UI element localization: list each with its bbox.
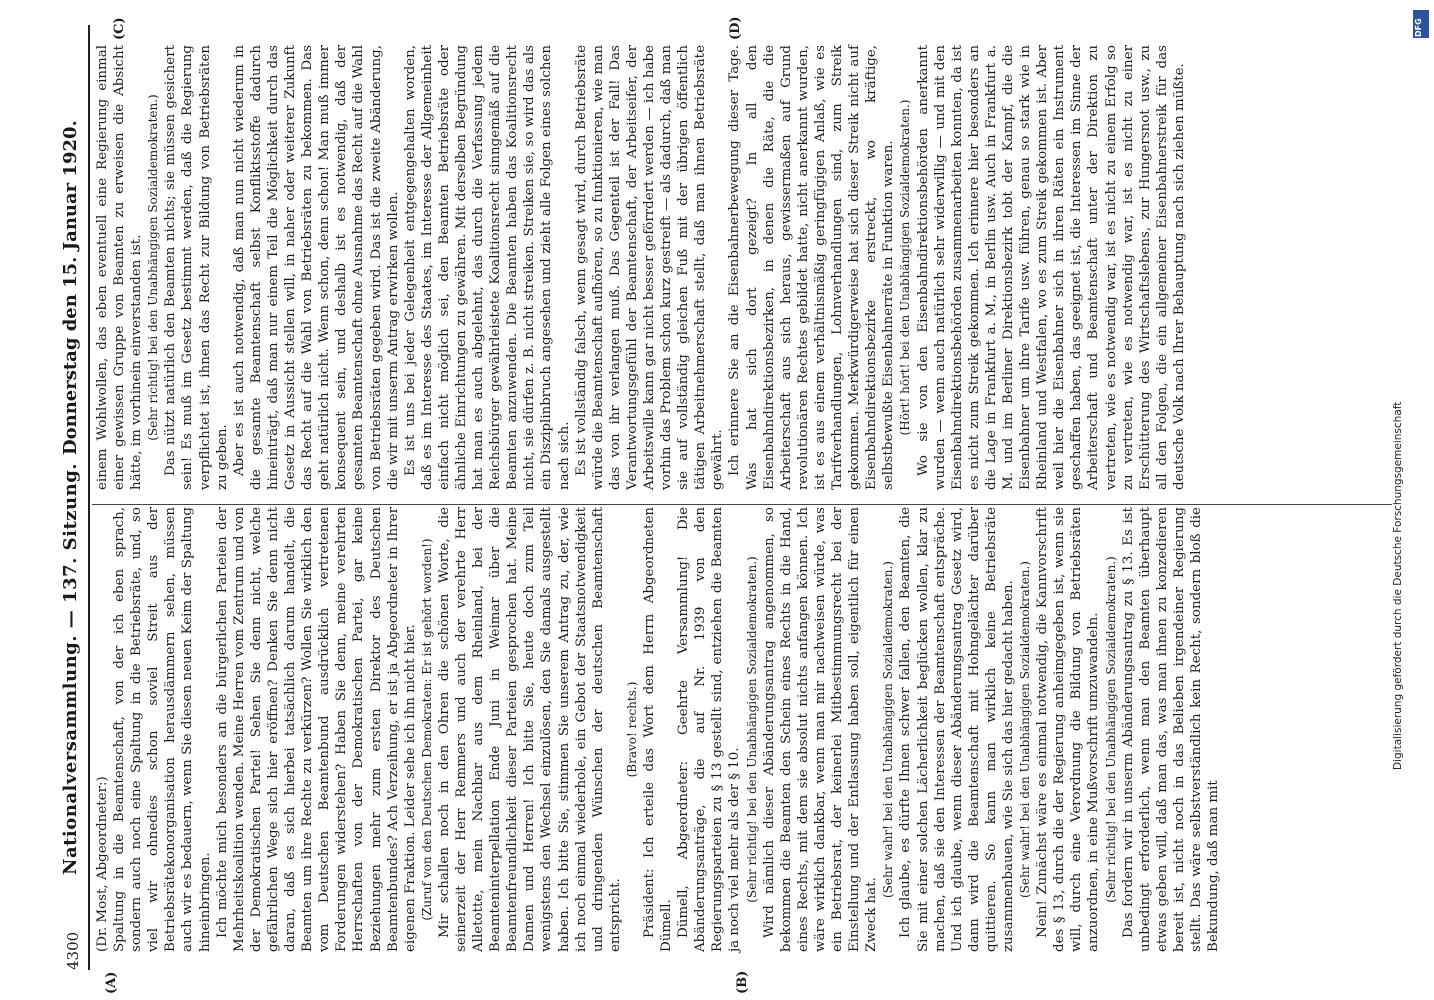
paragraph: (Dr. Most, Abgeordneter:) bbox=[95, 776, 110, 952]
margin-mark-c: (C) bbox=[112, 17, 127, 40]
paragraph: Ich möchte mich besonders an die bürgerlichen Parteien der Mehrheitskoalition wenden. Meine Herren vom Zentrum und von der Demokratischen Partei! Sehen Sie denn nicht, welche gefährlichen Wege sich hier eröffnen? Denken Sie denn nicht daran, daß es sich hierbei tatsächlich darum handelt, die Beamten um ihre Rechte zu verkürzen? Wollen Sie wirklich den vom Deutschen Beamtenbund ausdrücklich vertretenen Forderungen widerstehen? Haben Sie denn, meine verehrten Herrschaften von der Demokratischen Partei, gar keine Beziehungen mehr zum ersten Direktor des Deutschen Beamtenbundes? Ach Verzeihung, er ist ja Abgeordneter in Ihrer eigenen Fraktion. Leider sehe ich ihn nicht hier. bbox=[214, 507, 418, 952]
session-title: Nationalversammlung. — 137. Sitzung. bbox=[60, 462, 81, 875]
paragraph: Das nützt natürlich den Beamten nichts; sie müssen gesichert sein! Es muß im Gesetz bestimmt werden, daß die Regierung verpflichtet ist, ihnen das Recht zur Bildung von Betriebsräten zu geben. bbox=[163, 45, 230, 490]
margin-mark-a: (A) bbox=[104, 971, 119, 994]
page-header bbox=[58, 25, 88, 970]
paragraph: Es ist uns bei jeder Gelegenheit entgegengehalten worden, daß es im Interesse des Staates, im Interesse der Allgemeinheit einfach nicht möglich sei, den Beamten Betriebsräte oder ähnliche Einrichtungen zu gewähren. Mit derselben Begründung hat man es auch abgelehnt, das durch die Verfassung jedem Reichsbürger gewährleistete Koalitionsrecht sinngemäß auf die Beamten anzuwenden. Die Beamten haben das Koalitionsrecht nicht, sie dürfen z. B. nicht streiken. Streiken sie, so wird das als ein Disziplinbruch angesehen und zieht alle Folgen eines solchen nach sich. bbox=[402, 45, 572, 490]
margin-mark-b: (B) bbox=[735, 970, 750, 994]
interjection: (Sehr wahr! bei den Unabhängigen Sozialdemokraten.) bbox=[881, 561, 896, 899]
paragraph: Spaltung in die Beamtenschaft, von der ich eben sprach, sondern auch noch eine Spaltung in die Betriebsräte, und, so viel wir ohnedies schon soviel Streit aus der Betriebsrätekonorganisation herausdämmern sehen, müssen auch wir es bedauern, wenn Sie diesen neuen Keim der Spaltung hineinbringen. bbox=[112, 507, 213, 952]
margin-mark-d: (D) bbox=[728, 16, 743, 40]
interjection: (Sehr richtig! bei den Unabhängigen Sozialdemokraten.) bbox=[146, 94, 161, 441]
interjection: (Sehr wahr! bei den Unabhängigen Sozialdemokraten.) bbox=[1018, 561, 1033, 899]
dfg-logo: DFG bbox=[1413, 10, 1429, 38]
interjection: (Hört! hört! bei den Unabhängigen Sozialdemokraten.) bbox=[898, 99, 913, 436]
right-column bbox=[94, 45, 1188, 490]
header-rule bbox=[88, 25, 90, 970]
page-number: 4300 bbox=[64, 931, 82, 970]
paragraph: Präsident: Ich erteile das Wort dem Herrn Abgeordneten Dümell. bbox=[642, 507, 675, 952]
paragraph: einem Wohlwollen, das eben eventuell eine Regierung einmal einer gewissen Gruppe von Beamten zu erweisen die Absicht hätte, im vorhinein einverstanden ist. bbox=[95, 45, 145, 490]
paragraph: Ich erinnere Sie an die Eisenbahnerbewegung dieser Tage. Was hat sich dort gezeigt? In all den Eisenbahndirektionsbezirken, in denen die Räte, die die Arbeiterschaft aus sich heraus, gewissermaßen auf Grund revolutionären Rechtes gebildet hatte, nicht anerkannt wurden, ist es aus einem verhältnismäßig geringfügigen Anlaß, wie es Tarifverhandlungen, Lohnverhandlungen sind, zum Streik gekommen. Merkwürdigerweise hat sich dieser Streik nicht auf Eisenbahndirektionsbezirke erstreckt, wo kräftige, selbstbewußte Eisenbahnerräte in Funktion waren. bbox=[727, 45, 897, 490]
paragraph: Wo sie von den Eisenbahndirektionsbehörden anerkannt wurden — wenn auch natürlich sehr widerwillig — und mit den Eisenbahndirektionsbehörden zusammenarbeiten konnten, da ist es nicht zum Streik gekommen. Ich erinnere hier besonders an die Lage in Frankfurt a. M., in Berlin usw. Auch in Frankfurt a. M. und im Berliner Direktionsbezirk tobt der Kampf, die die Eisenbahner um ihre Tarife usw. führen, genau so stark wie in Rheinland und Westfalen, wo es zum Streik gekommen ist. Aber weil hier die Eisenbahner sich in ihren Räten ein Instrument geschaffen haben, das geeignet ist, die Interessen im Sinne der Arbeiterschaft und Beamtenschaft unter der Direktion zu vertreten, wie es notwendig war, ist es nicht zu einem Erfolg so zu vertreten, wie es notwendig war, ist es nicht zu einer Erschütterung des Wirtschaftslebens, zur Hungersnot usw., zu all den Folgen, die ein allgemeiner Eisenbahnerstreik für das deutsche Volk nach Ihrer Behauptung nach sich ziehen müßte. bbox=[915, 45, 1187, 490]
interjection: (Sehr richtig! bei den Unabhängigen Sozialdemokraten.) bbox=[1103, 556, 1118, 903]
paragraph: Das fordern wir in unserm Abänderungsantrag zu § 13. Es ist unbedingt erforderlich, wenn man den Beamten überhaupt etwas geben will, daß man das, was man ihnen zu konzedieren bereit ist, nicht noch in das Belieben irgendeiner Regierung stellt. Das wäre selbstverständlich kein Recht, sondern bloß die Bekundung, daß man mit bbox=[1120, 507, 1222, 952]
paragraph: Mir schallen noch in den Ohren die schönen Worte, die seinerzeit der Herr Remmers und auch der verehrte Herr Alletotte, mein Nachbar aus dem Rheinland, bei der Beamteninterpellation Ende Juni in Weimar über die Beamtenfreundlichkeit dieser Parteien gesprochen hat. Meine Damen und Herren! Ich bitte Sie, heute doch zum Teil wenigstens den Wechsel einzulösen, den Sie damals ausgestellt haben. Ich bitte Sie, stimmen Sie unserem Antrag zu, der, wie ich noch einmal wiederhole, ein Gebot der Staatsnotwendigkeit und dringenden Wünschen der deutschen Beamtenschaft entspricht. bbox=[436, 507, 623, 952]
interjection: (Bravo! rechts.) bbox=[624, 681, 639, 778]
paragraph: Ich glaube, es dürfte Ihnen schwer fallen, den Beamten, die Sie mit einer solchen Lächerlichkeit beglücken wollen, klar zu machen, daß sie den Interessen der Beamtenschaft entspräche. Und ich glaube, wenn dieser Abänderungsantrag Gesetz wird, dann wird die Beamtenschaft mit Hohngelächter darüber quittieren. So kann man wirklich keine Betriebsräte zusammenbauen, wie Sie sich das hier gedacht haben. bbox=[898, 507, 1016, 952]
paragraph: Nein! Zunächst wäre es einmal notwendig, die Kannvorschrift des § 13, durch die der Regierung anheimgegeben ist, wenn sie will, durch eine Verordnung die Bildung von Betriebsräten anzuordnen, in eine Mußvorschrift umzuwandeln. bbox=[1035, 507, 1102, 952]
paragraph: Aber es ist auch notwendig, daß man nun nicht wiederum in die gesamte Beamtenschaft selbst Konfliktsstoffe dadurch hineinträgt, daß man nur einem Teil die Möglichkeit durch das Gesetz in Aussicht stellen will, in naher oder weiterer Zukunft das Recht auf die Wahl von Betriebsräten zu bekommen. Das geht natürlich nicht. Wenn schon, denn schon! Man muß immer konsequent sein, und deshalb ist es notwendig, daß der gesamten Beamtenschaft ohne Ausnahme das Recht auf die Wahl von Betriebsräten gegeben wird. Das ist die zweite Abänderung, die wir mit unserm Antrag erwirken wollen. bbox=[231, 45, 401, 490]
paragraph: Dümell, Abgeordneter: Geehrte Versammlung! Die Abänderungsanträge, die auf Nr. 1939 von den Regierungsparteien zu § 13 gestellt sind, entziehen die Beamten ja noch viel mehr als der § 10. bbox=[676, 507, 743, 952]
session-date: Donnerstag den 15. Januar 1920. bbox=[60, 120, 81, 455]
paragraph: Es ist vollständig falsch, wenn gesagt wird, durch Betriebsräte würde die Beamtenschaft aufhören, so zu funktionieren, wie man das von ihr verlangen muß. Das Gegenteil ist der Fall! Das Verantwortungsgefühl der Beamtenschaft, der Arbeitseifer, der Arbeitswille kann gar nicht besser geförrdert werden — ich habe vorhin das Problem schon kurz gestreift — als dadurch, daß man sie auf vollständig gleichen Fuß mit der übrigen öffentlich tätigen Arbeitnehmerschaft stellt, daß man ihnen Betriebsräte gewährt. bbox=[573, 45, 726, 490]
digitization-note: Digitalisierung gefördert durch die Deutsche Forschungsgemeinschaft bbox=[1392, 401, 1404, 770]
interjection: (Zuruf von den Deutschen Demokraten: Er ist gehört worden!) bbox=[419, 538, 434, 921]
paragraph: Wird nämlich dieser Abänderungsantrag angenommen, so bekommen die Beamten den Schein eines Rechts in die Hand, eines Rechts, mit dem sie absolut nichts anfangen können. Ich wäre wirklich dankbar, wenn man mir nachweisen würde, was ein Betriebsrat, der keinerlei Mitbestimmungsrecht bei der Einstellung und der Entlassung haben soll, eigentlich für einen Zweck hat. bbox=[761, 507, 880, 952]
left-column bbox=[94, 507, 1222, 952]
column-divider bbox=[92, 504, 1392, 505]
interjection: (Sehr richtig! bei den Unabhängigen Sozialdemokraten.) bbox=[744, 556, 759, 903]
